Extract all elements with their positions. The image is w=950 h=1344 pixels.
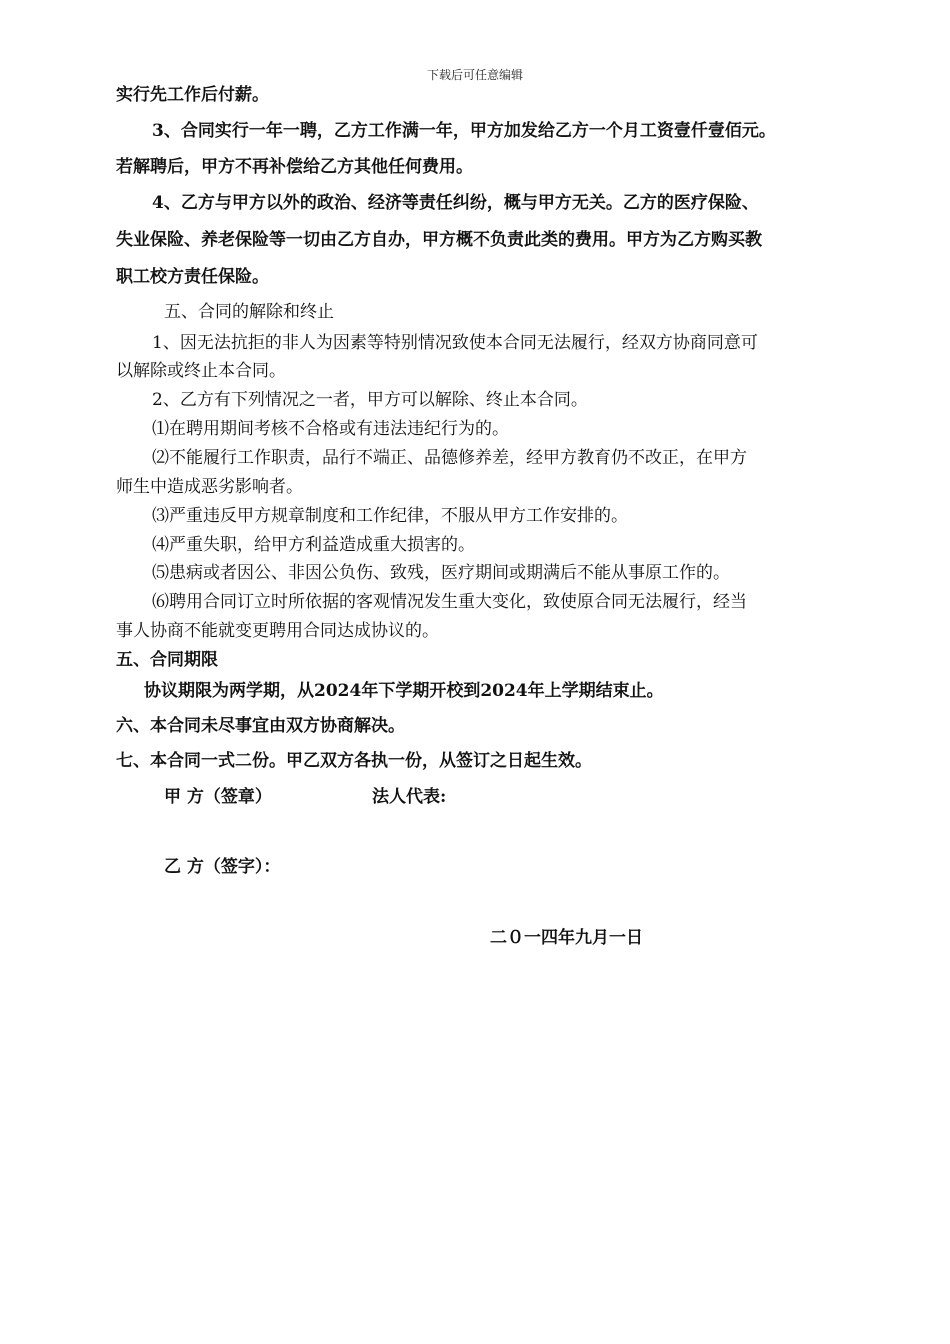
text-line: ⑹聘用合同订立时所依据的客观情况发生重大变化，致使原合同无法履行，经当 (152, 592, 747, 612)
party-b-signature-label: 乙 方（签字）： (164, 857, 281, 877)
text-line: 失业保险、养老保险等一切由乙方自办，甲方概不负责此类的费用。甲方为乙方购买教 (116, 230, 762, 250)
text-line: ⑴在聘用期间考核不合格或有违法违纪行为的。 (152, 419, 509, 439)
text-line: 师生中造成恶劣影响者。 (116, 477, 303, 497)
text-line: 4、乙方与甲方以外的政治、经济等责任纠纷，概与甲方无关。乙方的医疗保险、 (152, 193, 759, 213)
party-a-signature-label: 甲 方（签章） (164, 787, 272, 807)
text-line: 以解除或终止本合同。 (116, 361, 286, 381)
text-line: 事人协商不能就变更聘用合同达成协议的。 (116, 621, 439, 641)
text-line: ⑷严重失职，给甲方利益造成重大损害的。 (152, 535, 475, 555)
text-line: ⑸患病或者因公、非因公负伤、致残，医疗期间或期满后不能从事原工作的。 (152, 563, 730, 583)
section-heading: 五、合同的解除和终止 (164, 302, 334, 322)
section-heading: 五、合同期限 (116, 650, 218, 670)
text-line: 六、本合同未尽事宜由双方协商解决。 (116, 716, 405, 736)
legal-representative-label: 法人代表: (372, 787, 447, 807)
text-line: 2、乙方有下列情况之一者，甲方可以解除、终止本合同。 (152, 390, 588, 410)
text-line: 1、因无法抗拒的非人为因素等特别情况致使本合同无法履行，经双方协商同意可 (152, 333, 758, 353)
text-line: ⑶严重违反甲方规章制度和工作纪律，不服从甲方工作安排的。 (152, 506, 628, 526)
signing-date: 二０一四年九月一日 (490, 928, 643, 948)
text-line: 七、本合同一式二份。甲乙双方各执一份，从签订之日起生效。 (116, 751, 592, 771)
page-header: 下载后可任意编辑 (426, 68, 523, 82)
text-line: 实行先工作后付薪。 (116, 85, 269, 105)
text-line: 协议期限为两学期，从2024年下学期开校到2024年上学期结束止。 (144, 681, 664, 701)
text-line: 职工校方责任保险。 (116, 267, 269, 287)
text-line: 若解聘后，甲方不再补偿给乙方其他任何费用。 (116, 157, 473, 177)
text-line: 3、合同实行一年一聘，乙方工作满一年，甲方加发给乙方一个月工资壹仟壹佰元。 (152, 121, 776, 141)
text-line: ⑵不能履行工作职责，品行不端正、品德修养差，经甲方教育仍不改正，在甲方 (152, 448, 747, 468)
